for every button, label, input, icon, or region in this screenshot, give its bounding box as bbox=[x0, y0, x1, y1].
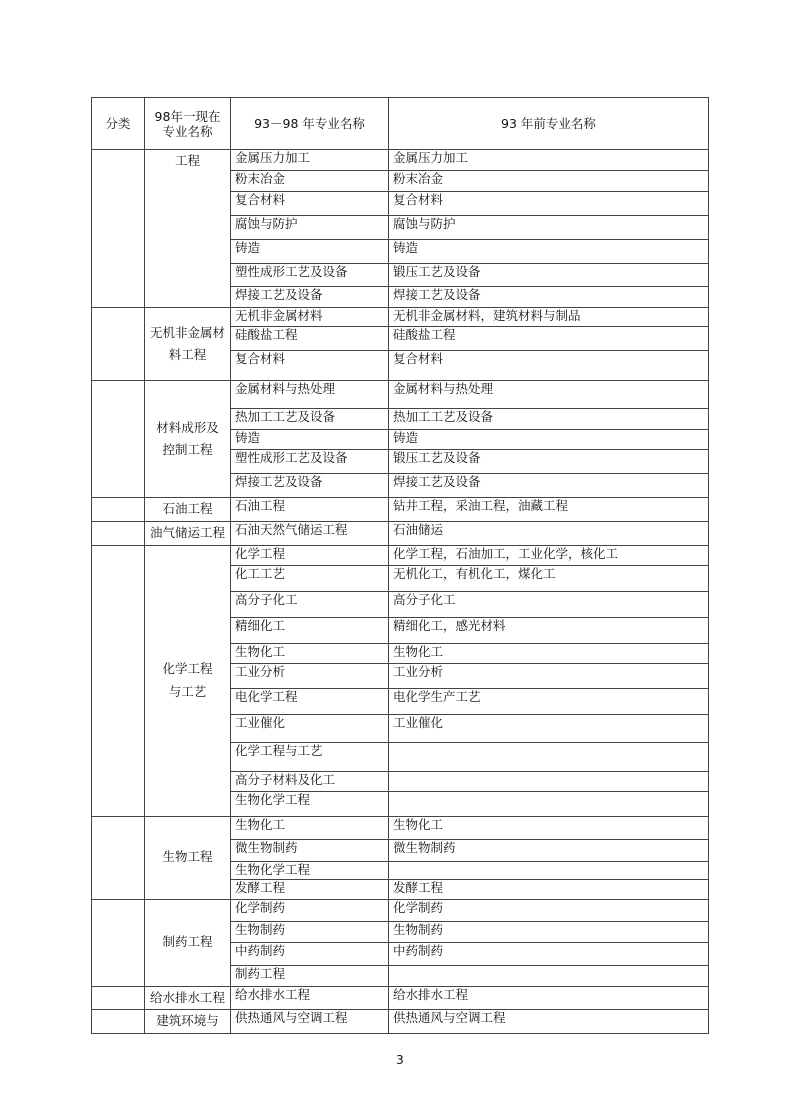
major-pre93-cell: 生物化工 bbox=[389, 816, 709, 839]
major-pre93-cell: 微生物制药 bbox=[389, 839, 709, 861]
major-93-98-cell: 热加工工艺及设备 bbox=[231, 409, 389, 430]
major-pre93-cell: 焊接工艺及设备 bbox=[389, 474, 709, 498]
major-pre93-cell bbox=[389, 965, 709, 986]
major-pre93-cell bbox=[389, 742, 709, 771]
major-93-98-cell: 化学制药 bbox=[231, 899, 389, 921]
category-cell bbox=[145, 899, 231, 986]
category-label: 石油工程 bbox=[162, 501, 213, 517]
major-93-98-cell: 石油天然气储运工程 bbox=[231, 522, 389, 546]
major-93-98-cell: 化学工程 bbox=[231, 545, 389, 565]
major-pre93-cell: 工业催化 bbox=[389, 714, 709, 742]
header-pre93-name: 93 年前专业名称 bbox=[389, 98, 709, 150]
major-93-98-cell: 给水排水工程 bbox=[231, 986, 389, 1010]
category-label: 制药工程 bbox=[162, 934, 213, 950]
category-label: 生物工程 bbox=[162, 849, 213, 865]
major-93-98-cell: 生物制药 bbox=[231, 921, 389, 942]
table-row bbox=[92, 545, 709, 565]
major-93-98-cell: 工业分析 bbox=[231, 663, 389, 688]
major-pre93-cell bbox=[389, 861, 709, 879]
class-cell bbox=[92, 522, 145, 546]
major-93-98-cell: 微生物制药 bbox=[231, 839, 389, 861]
major-pre93-cell: 钻井工程，采油工程，油藏工程 bbox=[389, 498, 709, 522]
major-pre93-cell: 硅酸盐工程 bbox=[389, 327, 709, 351]
major-93-98-cell: 化工工艺 bbox=[231, 565, 389, 591]
major-93-98-cell: 生物化工 bbox=[231, 816, 389, 839]
major-pre93-cell: 电化学生产工艺 bbox=[389, 688, 709, 714]
header-class: 分类 bbox=[92, 98, 145, 150]
table-row bbox=[92, 986, 709, 1010]
category-label: 建筑环境与 bbox=[156, 1013, 219, 1028]
major-pre93-cell: 工业分析 bbox=[389, 663, 709, 688]
major-93-98-cell: 精细化工 bbox=[231, 617, 389, 643]
major-pre93-cell: 金属压力加工 bbox=[389, 150, 709, 171]
major-93-98-cell: 高分子化工 bbox=[231, 591, 389, 617]
major-93-98-cell: 生物化学工程 bbox=[231, 791, 389, 816]
major-pre93-cell: 发酵工程 bbox=[389, 879, 709, 899]
table-row bbox=[92, 150, 709, 171]
major-mapping-table bbox=[91, 97, 709, 1034]
major-93-98-cell: 焊接工艺及设备 bbox=[231, 287, 389, 308]
category-cell bbox=[145, 522, 231, 546]
major-pre93-cell: 焊接工艺及设备 bbox=[389, 287, 709, 308]
major-pre93-cell: 腐蚀与防护 bbox=[389, 216, 709, 240]
major-93-98-cell: 工业催化 bbox=[231, 714, 389, 742]
category-label: 材料成形及控制工程 bbox=[156, 419, 219, 457]
major-93-98-cell: 中药制药 bbox=[231, 942, 389, 965]
major-93-98-cell: 高分子材料及化工 bbox=[231, 771, 389, 791]
major-93-98-cell: 电化学工程 bbox=[231, 688, 389, 714]
major-pre93-cell: 高分子化工 bbox=[389, 591, 709, 617]
header-current-name: 98年一现在专业名称 bbox=[145, 98, 231, 150]
major-pre93-cell: 无机非金属材料，建筑材料与制品 bbox=[389, 308, 709, 327]
major-pre93-cell bbox=[389, 791, 709, 816]
category-label: 油气储运工程 bbox=[149, 525, 225, 540]
major-pre93-cell: 给水排水工程 bbox=[389, 986, 709, 1010]
major-pre93-cell: 中药制药 bbox=[389, 942, 709, 965]
major-pre93-cell: 化学工程，石油加工，工业化学，核化工 bbox=[389, 545, 709, 565]
class-cell bbox=[92, 308, 145, 381]
class-cell bbox=[92, 545, 145, 816]
major-93-98-cell: 化学工程与工艺 bbox=[231, 742, 389, 771]
class-cell bbox=[92, 986, 145, 1010]
major-pre93-cell: 无机化工，有机化工，煤化工 bbox=[389, 565, 709, 591]
category-cell bbox=[145, 381, 231, 498]
major-93-98-cell: 无机非金属材料 bbox=[231, 308, 389, 327]
major-93-98-cell: 石油工程 bbox=[231, 498, 389, 522]
major-pre93-cell: 生物制药 bbox=[389, 921, 709, 942]
major-pre93-cell: 石油储运 bbox=[389, 522, 709, 546]
major-pre93-cell: 供热通风与空调工程 bbox=[389, 1010, 709, 1034]
major-pre93-cell: 生物化工 bbox=[389, 643, 709, 663]
major-93-98-cell: 硅酸盐工程 bbox=[231, 327, 389, 351]
major-93-98-cell: 塑性成形工艺及设备 bbox=[231, 450, 389, 474]
category-cell bbox=[145, 1010, 231, 1034]
major-93-98-cell: 铸造 bbox=[231, 240, 389, 264]
category-cell bbox=[145, 986, 231, 1010]
table-row bbox=[92, 899, 709, 921]
major-pre93-cell: 化学制药 bbox=[389, 899, 709, 921]
major-pre93-cell: 金属材料与热处理 bbox=[389, 381, 709, 409]
category-label: 无机非金属材料工程 bbox=[149, 324, 225, 362]
major-pre93-cell: 热加工工艺及设备 bbox=[389, 409, 709, 430]
table-row bbox=[92, 308, 709, 327]
table-row bbox=[92, 381, 709, 409]
class-cell bbox=[92, 150, 145, 308]
table-row bbox=[92, 1010, 709, 1034]
category-cell bbox=[145, 498, 231, 522]
category-cell bbox=[145, 150, 231, 308]
major-pre93-cell: 精细化工，感光材料 bbox=[389, 617, 709, 643]
major-pre93-cell: 复合材料 bbox=[389, 192, 709, 216]
class-cell bbox=[92, 1010, 145, 1034]
major-pre93-cell bbox=[389, 771, 709, 791]
class-cell bbox=[92, 498, 145, 522]
major-pre93-cell: 铸造 bbox=[389, 240, 709, 264]
major-93-98-cell: 铸造 bbox=[231, 430, 389, 450]
major-93-98-cell: 腐蚀与防护 bbox=[231, 216, 389, 240]
table-row bbox=[92, 522, 709, 546]
header-93-98-name: 93－98 年专业名称 bbox=[231, 98, 389, 150]
major-93-98-cell: 制药工程 bbox=[231, 965, 389, 986]
major-93-98-cell: 生物化工 bbox=[231, 643, 389, 663]
category-cell bbox=[145, 816, 231, 899]
major-93-98-cell: 复合材料 bbox=[231, 192, 389, 216]
category-label: 工程 bbox=[174, 153, 200, 168]
major-93-98-cell: 焊接工艺及设备 bbox=[231, 474, 389, 498]
table-row bbox=[92, 816, 709, 839]
class-cell bbox=[92, 816, 145, 899]
major-93-98-cell: 复合材料 bbox=[231, 351, 389, 381]
major-93-98-cell: 金属压力加工 bbox=[231, 150, 389, 171]
category-cell bbox=[145, 545, 231, 816]
class-cell bbox=[92, 381, 145, 498]
major-93-98-cell: 发酵工程 bbox=[231, 879, 389, 899]
major-93-98-cell: 供热通风与空调工程 bbox=[231, 1010, 389, 1034]
class-cell bbox=[92, 899, 145, 986]
major-93-98-cell: 生物化学工程 bbox=[231, 861, 389, 879]
major-pre93-cell: 复合材料 bbox=[389, 351, 709, 381]
table-body bbox=[92, 150, 709, 1034]
major-pre93-cell: 锻压工艺及设备 bbox=[389, 264, 709, 287]
page-number: 3 bbox=[396, 1053, 404, 1067]
major-93-98-cell: 粉末冶金 bbox=[231, 171, 389, 192]
major-pre93-cell: 锻压工艺及设备 bbox=[389, 450, 709, 474]
major-pre93-cell: 铸造 bbox=[389, 430, 709, 450]
major-93-98-cell: 塑性成形工艺及设备 bbox=[231, 264, 389, 287]
category-label: 化学工程与工艺 bbox=[162, 661, 213, 699]
header-row bbox=[92, 98, 709, 150]
major-93-98-cell: 金属材料与热处理 bbox=[231, 381, 389, 409]
category-cell bbox=[145, 308, 231, 381]
major-pre93-cell: 粉末冶金 bbox=[389, 171, 709, 192]
category-label: 给水排水工程 bbox=[149, 989, 225, 1005]
table-row bbox=[92, 498, 709, 522]
